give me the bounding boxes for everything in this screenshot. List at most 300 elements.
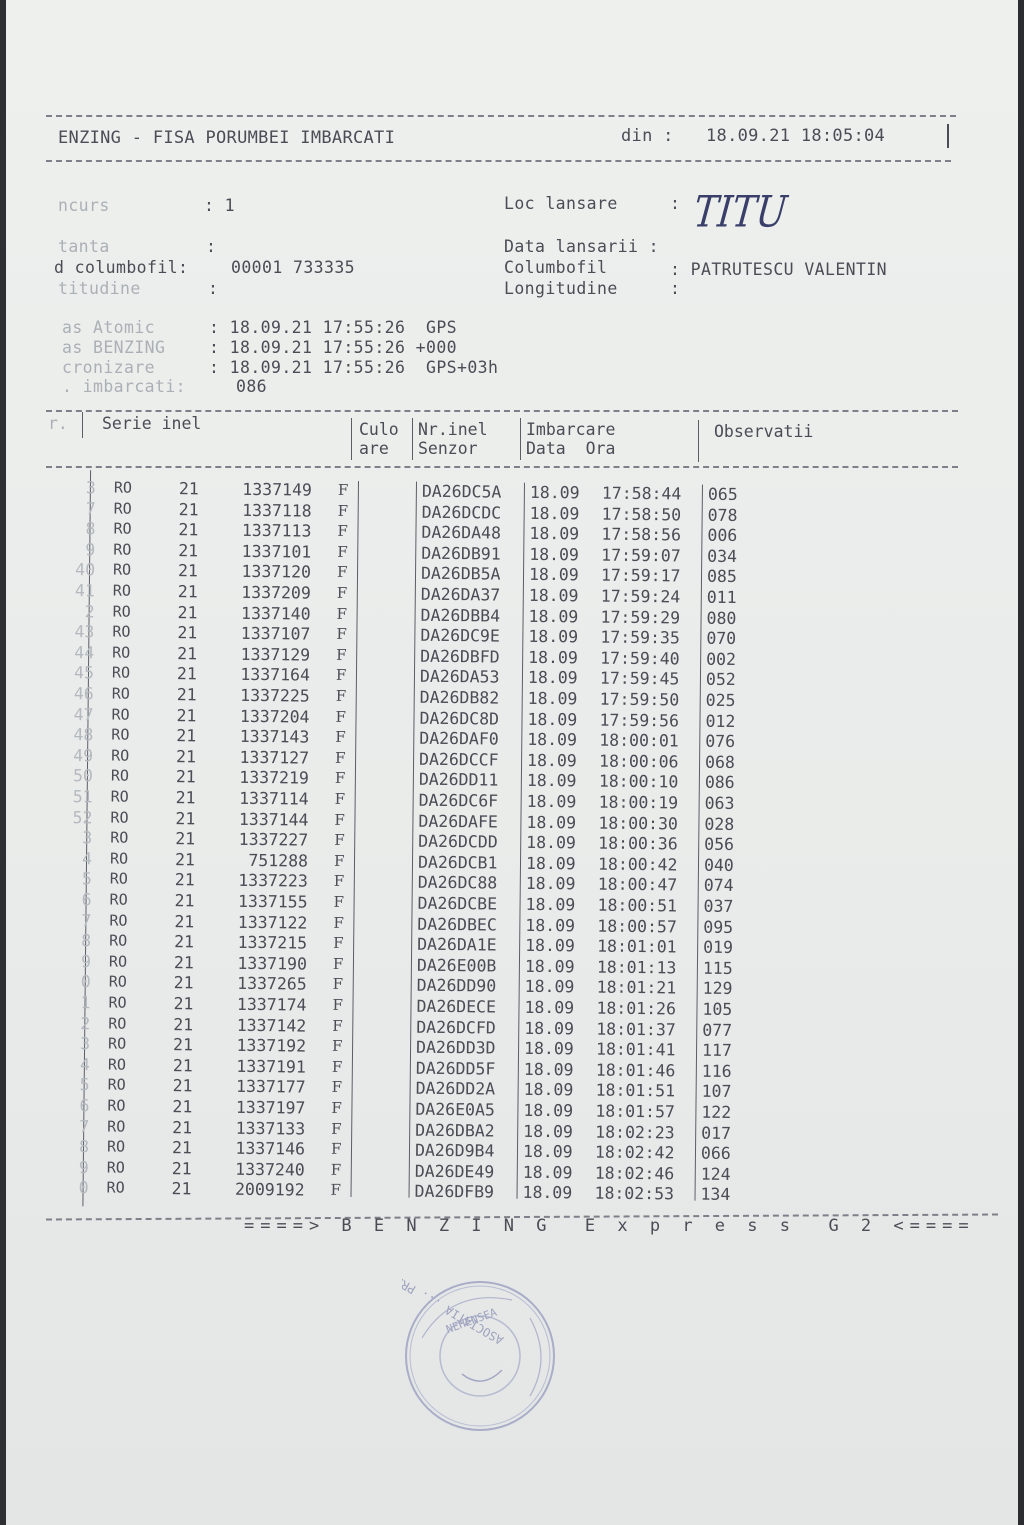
row-year: 21 [176,746,197,767]
row-date: 18.09 [529,482,580,503]
row-index: 9 [80,951,92,972]
row-time: 18:00:19 [598,792,679,813]
row-country: RO [108,1034,127,1053]
row-date: 18.09 [528,606,579,626]
row-date: 18.09 [522,1162,573,1183]
row-year: 21 [171,1158,192,1179]
row-country: RO [108,1014,127,1033]
row-country: RO [110,787,129,806]
row-observatii: 077 [702,1020,733,1040]
row-observatii: 025 [705,690,736,711]
row-sex: F [330,1139,342,1159]
row-sex: F [332,995,344,1014]
row-date: 18.09 [523,1080,574,1100]
row-sensor: DA26DB91 [421,543,501,564]
row-index: 44 [74,642,95,663]
row-observatii: 124 [700,1164,731,1184]
row-observatii: 011 [706,587,737,608]
row-observatii: 070 [706,628,737,649]
row-year: 21 [174,870,195,890]
row-date: 18.09 [529,544,580,565]
row-date: 18.09 [522,1183,573,1203]
row-ring: 1337120 [241,562,312,582]
handwritten-titu: TITU [691,187,790,238]
row-time: 17:59:35 [600,627,680,648]
row-date: 18.09 [525,874,576,894]
row-observatii: 095 [703,917,734,937]
row-ring: 1337133 [235,1118,306,1139]
row-index: 9 [78,1157,89,1178]
row-ring: 1337146 [235,1138,306,1159]
row-year: 21 [177,582,198,602]
row-year: 21 [175,767,196,787]
row-sensor: DA26DB5A [420,564,501,584]
row-sex: F [336,583,348,602]
row-country: RO [113,519,132,538]
row-sex: F [331,1037,343,1056]
row-index: 6 [79,1096,90,1116]
row-year: 21 [176,705,197,725]
row-country: RO [106,1178,125,1198]
columbofil-label: Columbofil [504,258,608,277]
row-date: 18.09 [525,915,576,935]
document-sheet [6,0,1018,1525]
row-date: 18.09 [524,956,575,977]
row-ring: 1337223 [238,871,308,891]
row-time: 17:59:07 [601,545,681,566]
row-country: RO [106,1137,126,1156]
row-observatii: 076 [705,731,736,752]
row-sensor: DA26DCDC [421,502,502,523]
row-sex: F [335,686,347,705]
ceas-benzing-value: : 18.09.21 17:55:26 +000 [209,338,458,357]
row-time: 18:00:51 [597,895,678,916]
row-sensor: DA26DD3D [415,1037,496,1058]
row-sensor: DA26DBB4 [420,605,501,626]
row-time: 18:00:36 [598,833,678,854]
row-sensor: DA26DD2A [415,1079,496,1099]
col-nr-inel-1: Nr.inel [418,420,488,439]
col-nr-inel-2: Senzor [418,439,478,458]
row-country: RO [110,808,129,827]
row-ring: 1337227 [238,830,309,850]
row-sex: F [333,913,344,932]
row-date: 18.09 [524,977,575,997]
row-year: 21 [177,623,198,643]
row-time: 18:01:51 [595,1080,676,1101]
stamp-outer-text: ASOCIATIA ... [417,1288,506,1348]
col-culoare-2: are [359,439,389,458]
row-time: 17:59:29 [600,607,681,628]
row-ring: 1337240 [235,1159,305,1180]
latitudine-label: titudine [58,279,141,298]
row-country: RO [107,1055,127,1074]
row-country: RO [108,972,127,992]
row-sex: F [333,892,345,911]
row-ring: 751288 [248,850,309,871]
row-date: 18.09 [525,894,576,915]
row-observatii: 116 [701,1061,732,1081]
row-index: 5 [81,869,92,889]
row-index: 8 [78,1137,90,1157]
row-time: 17:59:50 [599,689,680,710]
row-ring: 1337192 [236,1036,307,1056]
row-sex: F [331,1098,342,1117]
row-sensor: DA26DECE [416,996,497,1017]
row-date: 18.09 [527,688,578,709]
row-date: 18.09 [524,997,575,1018]
row-time: 18:01:26 [596,998,677,1019]
row-year: 21 [175,829,196,849]
row-date: 18.09 [527,668,578,688]
row-time: 17:58:50 [601,504,682,525]
row-ring: 1337149 [242,479,313,500]
row-sensor: DA26DAFE [418,811,499,832]
imbarcati-value: 086 [236,377,268,396]
row-year: 21 [174,911,195,931]
row-country: RO [111,705,130,724]
row-date: 18.09 [528,647,578,668]
row-sex: F [335,666,347,685]
row-index: 52 [72,807,93,827]
row-year: 21 [174,932,195,952]
ceas-benzing-label: as BENZING [62,338,166,357]
row-ring: 1337190 [237,953,308,974]
row-country: RO [111,746,130,765]
row-index: 3 [80,1034,91,1054]
row-sex: F [330,1181,342,1200]
row-year: 21 [173,994,194,1014]
row-sensor: DA26D9B4 [414,1140,495,1161]
row-country: RO [113,540,132,559]
row-date: 18.09 [525,936,575,956]
sincronizare-label: cronizare [62,358,156,377]
background-right-edge [1018,0,1024,1525]
row-sex: F [331,1078,343,1097]
row-country: RO [112,643,131,662]
row-ring: 1337101 [241,541,312,562]
col-imbarcare-1: Imbarcare [526,420,616,439]
distanta-value: : [206,237,217,256]
row-year: 21 [177,602,198,622]
row-ring: 1337191 [236,1056,306,1077]
row-ring: 1337129 [240,644,311,665]
row-ring: 1337143 [239,727,310,747]
row-year: 21 [176,664,197,684]
row-sex: F [337,480,349,499]
row-time: 18:01:21 [596,977,677,998]
row-time: 18:00:01 [599,730,679,751]
row-sensor: DA26DBFD [420,646,500,667]
row-country: RO [106,1158,125,1177]
data-lansarii-label: Data lansarii : [504,237,660,256]
row-sensor: DA26DC88 [417,873,498,893]
row-date: 18.09 [526,750,577,771]
row-year: 21 [172,1035,194,1055]
row-index: 8 [81,931,92,951]
row-ring: 1337113 [241,521,312,541]
row-time: 18:02:42 [594,1142,675,1163]
row-index: 49 [73,745,94,766]
row-observatii: 063 [704,793,735,814]
row-observatii: 052 [705,670,736,690]
row-sex: F [337,542,348,561]
row-country: RO [111,725,130,744]
row-index: 2 [84,601,95,621]
row-country: RO [110,766,130,786]
row-observatii: 065 [707,484,738,505]
row-sensor: DA26E0A5 [415,1099,496,1120]
row-sex: F [331,1119,342,1138]
row-index: 0 [78,1178,89,1198]
row-year: 21 [171,1138,192,1158]
row-sex: F [336,563,348,582]
row-observatii: 040 [703,855,734,875]
row-sensor: DA26DB82 [419,687,500,708]
row-date: 18.09 [523,1121,573,1141]
row-ring: 1337174 [236,994,307,1015]
columbofil-id-value: 00001 733335 [231,258,356,277]
row-time: 18:01:13 [596,957,677,978]
row-sensor: DA26DAF0 [419,728,499,749]
row-ring: 2009192 [234,1180,305,1200]
row-country: RO [108,952,128,971]
row-sensor: DA26DA1E [417,934,497,955]
row-year: 21 [173,952,194,973]
row-time: 18:01:57 [595,1101,675,1122]
row-year: 21 [177,561,199,581]
row-date: 18.09 [528,565,579,585]
row-observatii: 068 [704,752,735,772]
row-date: 18.09 [527,730,578,750]
row-sensor: DA26DBEC [417,914,497,935]
row-index: 3 [85,478,97,498]
row-observatii: 078 [707,505,738,525]
row-sensor: DA26DFB9 [414,1182,495,1202]
row-sensor: DA26DD11 [418,770,499,790]
row-observatii: 056 [704,834,735,855]
row-sensor: DA26DD5F [415,1058,496,1079]
footer-benzing-express: ====> B E N Z I N G E x p r e s s G 2 <==== [244,1216,975,1236]
row-date: 18.09 [524,1018,575,1038]
row-date: 18.09 [529,503,580,523]
row-sex: F [337,501,349,520]
row-country: RO [109,869,128,889]
row-sex: F [337,522,348,541]
row-observatii: 085 [706,567,737,587]
row-observatii: 012 [705,711,736,731]
row-time: 18:00:42 [597,854,678,875]
row-year: 21 [172,1055,193,1076]
col-imbarcare-2: Data Ora [526,439,616,458]
row-sex: F [336,645,347,664]
row-sensor: DA26DCCF [418,749,499,770]
row-country: RO [112,560,132,580]
row-index: 2 [80,1013,91,1033]
row-sex: F [336,604,348,623]
row-sensor: DA26DA53 [419,667,500,687]
row-time: 17:58:44 [601,483,682,504]
row-index: 40 [75,560,96,580]
latitudine-value: : [208,279,219,298]
row-country: RO [112,622,131,641]
row-index: 1 [80,993,91,1013]
row-index: 0 [80,972,91,992]
row-date: 18.09 [523,1059,574,1080]
row-sex: F [332,975,344,994]
row-sex: F [333,934,344,953]
row-sensor: DA26DCDD [418,831,498,852]
row-sex: F [334,831,345,850]
row-index: 7 [85,498,96,518]
row-sex: F [336,625,347,644]
row-observatii: 019 [703,937,734,958]
row-year: 21 [176,685,197,705]
row-sex: F [330,1160,342,1179]
row-sex: F [335,748,346,767]
row-date: 18.09 [525,853,576,874]
ceas-atomic-label: as Atomic [62,318,156,337]
row-sex: F [335,707,347,726]
row-observatii: 080 [706,608,737,628]
row-sensor: DA26DBA2 [415,1120,495,1141]
row-observatii: 129 [702,979,733,999]
row-country: RO [107,1075,126,1095]
row-year: 21 [173,973,194,993]
row-ring: 1337225 [240,685,310,706]
row-observatii: 017 [701,1123,732,1143]
row-observatii: 117 [701,1040,732,1061]
row-index: 41 [74,581,95,601]
row-year: 21 [171,1179,192,1199]
row-ring: 1337107 [240,624,311,644]
row-ring: 1337144 [238,809,309,830]
row-sensor: DA26DC5A [421,481,502,502]
row-time: 18:00:06 [598,751,679,772]
row-ring: 1337164 [240,665,311,685]
row-year: 21 [176,726,197,746]
row-country: RO [112,581,132,600]
row-time: 18:00:30 [598,813,679,834]
columbofil-id-label: d columbofil: [54,258,189,277]
row-observatii: 122 [701,1102,732,1123]
row-observatii: 086 [704,773,735,793]
row-year: 21 [172,1076,193,1096]
row-sex: F [335,728,346,747]
din-label: din : [621,126,674,146]
row-year: 21 [174,891,195,911]
row-observatii: 037 [703,896,734,917]
row-observatii: 006 [707,525,738,546]
row-country: RO [109,911,128,930]
row-year: 21 [178,540,199,561]
row-index: 47 [73,704,94,724]
row-sensor: DA26DCB1 [417,852,498,873]
row-year: 21 [175,808,196,828]
col-serie-inel: Serie inel [102,414,202,433]
row-index: 3 [82,828,93,848]
row-index: 7 [79,1116,90,1136]
row-index: 50 [72,766,93,786]
row-year: 21 [174,849,196,870]
row-country: RO [111,684,130,703]
row-ring: 1337142 [236,1015,307,1036]
row-year: 21 [178,520,199,540]
row-time: 18:00:57 [597,916,677,937]
row-country: RO [107,1096,126,1115]
row-time: 18:02:23 [595,1122,675,1143]
row-date: 18.09 [526,833,576,853]
row-index: 6 [81,890,92,910]
row-ring: 1337114 [239,788,309,809]
row-ring: 1337122 [237,912,308,933]
row-ring: 1337127 [239,747,310,768]
row-sensor: DA26E00B [416,955,497,976]
row-sex: F [332,1016,343,1035]
row-observatii: 028 [704,814,735,834]
row-year: 21 [173,1014,194,1034]
row-country: RO [109,890,128,909]
row-country: RO [109,849,129,868]
row-date: 18.09 [528,627,579,647]
row-country: RO [112,602,131,621]
row-country: RO [108,993,127,1012]
row-observatii: 115 [702,958,733,978]
row-index: 4 [79,1054,90,1075]
row-time: 18:01:37 [596,1019,676,1040]
row-observatii: 107 [701,1082,732,1102]
row-sensor: DA26DA48 [421,522,502,543]
row-country: RO [113,478,133,497]
row-sensor: DA26DC8D [419,708,500,729]
row-country: RO [109,931,128,950]
row-sensor: DA26DD90 [416,976,497,996]
row-index: 4 [82,848,93,869]
row-year: 21 [172,1097,193,1117]
row-time: 18:02:46 [594,1163,675,1184]
row-observatii: 074 [703,876,734,896]
row-index: 9 [85,540,96,560]
concurs-value: : 1 [204,196,236,215]
row-sex: F [333,872,345,891]
imbarcati-label: . imbarcati: [62,377,187,396]
row-index: 8 [85,519,96,539]
row-time: 17:59:17 [600,565,681,586]
row-ring: 1337215 [237,933,308,953]
row-country: RO [107,1117,126,1136]
row-index: 46 [73,684,94,704]
row-ring: 1337155 [237,891,308,912]
row-sex: F [332,954,344,973]
row-year: 21 [178,499,199,519]
col-culoare-1: Culo [359,420,399,439]
row-date: 18.09 [523,1039,574,1059]
stamp-seal [402,1278,558,1434]
row-index: 43 [74,622,95,642]
row-date: 18.09 [523,1100,574,1121]
col-nr: r. [48,414,68,433]
row-country: RO [111,663,131,683]
row-observatii: 066 [700,1143,731,1164]
row-time: 18:01:41 [595,1039,676,1060]
row-time: 17:59:40 [600,648,680,669]
loc-lansare-value: : [670,194,681,213]
row-observatii: 134 [700,1185,731,1205]
row-date: 18.09 [527,709,578,729]
row-index: 45 [74,663,95,683]
row-observatii: 034 [707,546,738,566]
row-year: 21 [177,643,198,664]
